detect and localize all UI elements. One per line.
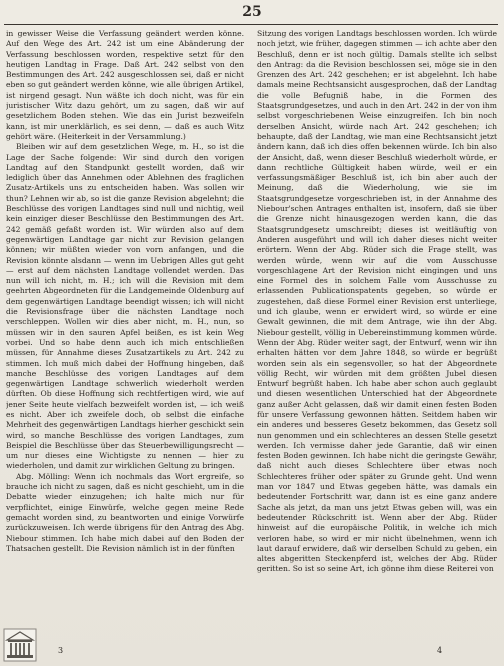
footer-page-number-left: 3 [58, 646, 64, 655]
building-icon [3, 628, 37, 662]
right-column [257, 29, 497, 627]
left-paragraph-1: in gewisser Weise die Verfassung geändert werden könne. Auf den Wege des Art. 242 ist um eine Abänderung der Verfassung beschlossen worden, respektive setzt für den heutigen Landtag in Frage. Daß Art. 242 selbst von den Bestimmungen des Art. 242 ausgeschlossen sei, daß er nicht eben so gut geändert werden könne, wie alle übrigen Artikel, ist nirgend gesagt. Nun wäßte ich doch nicht, was für ein juristischer Witz dazu gehört, um zu sagen, daß wir auf gesetzlichem Boden stehen. Wie das ein Jurist bezweifeln kann, ist mir unerklärlich, es sei denn, — daß es auch Witz gehört wäre. (Heiterkeit in der Versammlung.) [6, 29, 244, 141]
right-paragraph-1: Sitzung des vorigen Landtags beschlossen worden. Ich würde noch jetzt, wie früher, dagegen stimmen — ich achte aber den Beschluß, denn er ist noch gültig. Damals stellte ich selbst den Antrag: da die Revision beschlossen sei, möge sie in den Grenzen des Art. 242 geschehen; er ist abgelehnt. Ich habe damals meine Rechtsansicht ausgesprochen, daß der Landtag die volle Befugniß habe, in die Formen des Staatsgrundgesetzes, und auch in den Art. 242 in der von ihm selbst vorgeschriebenen Weise einzugreifen. Ich bin noch derselben Ansicht, würde nach Art. 242 geschehen; ich behaupte, daß der Landtag, wie man eine Rechtsansicht jetzt ändern kann, daß ich dies offen bekennen würde. Ich bin also der Ansicht, daß, wenn dieser Beschluß wiederholt würde, er dann rechtliche Gültigkeit haben würde, weil er ein verfassungsmäßiger Beschluß ist, ich bin aber auch der Meinung, daß die Wiederholung, wie sie im Staatsgrundgesetze vorgeschrieben ist, in der Annahme des Niebour'schen Antrages enthalten ist, insofern, daß sie über die Grenze nicht hinausgezogen werden kann, die das Staatsgrundgesetz umschreibt; dieses ist weitläuftig von Anderen ausgeführt und will ich daher dieses nicht weiter erörtern. Wenn der Abg. Rüder sich die Frage stellt, was werden würde, wenn wir auf die vom Ausschusse vorgeschlagene Art der Revision nicht eingingen und uns eine Formel des in solchem Falle vom Ausschusse zu erlassenden Publicationspatents gegeben, so würde er zugestehen, daß diese Formel einer Revision erst unterliege, und ich glaube, wenn er erwidert wird, so würde er eine Gewalt gewinnen, die mit dem Antrage, wie ihn der Abg. Niebour gestellt, völlig in Uebereinstimmung kommen würde. Wenn der Abg. Rüder weiter sagt, der Entwurf, wenn wir ihn erhalten hätten vor dem Jahre 1848, so würde er begrüßt worden sein als ein segensvoller, so hat der Abgeordnete völlig Recht, wir würden mit dem größten Jubel diesen Entwurf begrüßt haben. Ich habe aber schon auch geglaubt und diesen wesentlichen Unterschied hat der Abgeordnete ganz außer Acht gelassen, daß wir damit einen festen Boden für unsere Verfassung gewonnen hätten. Seitdem haben wir ein anderes und besseres Gesetz bekommen, das Gesetz soll nun genommen und ein schlechteres an dessen Stelle gesetzt werden. Ich vermisse daher jede Garantie, daß wir einen festen Boden gewinnen. Ich habe nicht die geringste Gewähr, daß nicht auch dieses Schlechtere über etwas noch Schlechteres früher oder später zu Grunde geht. Und wenn man vor 1847 und Etwas gegeben hätte, was damals ein bedeutender Fortschritt war, dann ist es eine ganz andere Sache als jetzt, da man uns jetzt Etwas geben will, was ein bedeutender Rückschritt ist. Wenn aber der Abg. Rüder hinweist auf die europäische Politik, in welche ich mich verloren habe, so wird er mir nicht übelnehmen, wenn ich laut darauf erwidere, daß wir derselben Schuld zu geben, ein altes abgeritten Steckenpferd ist, welches der Abg. Rüder geritten. So ist so seine Art, ich gönne ihm diese Reiterei von [257, 29, 497, 574]
page-number: 25 [242, 4, 262, 20]
header-rule [4, 24, 498, 25]
left-column [6, 29, 244, 627]
left-paragraph-3: Abg. Mölling: Wenn ich nochmals das Wort ergreife, so brauche ich nicht zu sagen, daß es nicht geschieht, um in die Debatte wieder einzugehen; ich halte mich nur für verpflichtet, einige Einwürfe, welche gegen meine Rede gemacht worden sind, zu beantworten und einige Vorwürfe zurückzuweisen. Ich werde übrigens für den Antrag des Abg. Niebour stimmen. Ich habe mich dabei auf den Boden der Thatsachen gestellt. Die Revision nämlich ist in der fünften [6, 471, 244, 553]
left-paragraph-2: Bleiben wir auf dem gesetzlichen Wege, m. H., so ist die Lage der Sache folgende: Wir sind durch den vorigen Landtag auf den Standpunkt gestellt worden, daß wir lediglich über das Annehmen oder Ablehnen des fraglichen Zusatz-Artikels uns zu entscheiden haben. Was sollen wir thun? Lehnen wir ab, so ist die ganze Revision abgelehnt; die Beschlüsse des vorigen Landtages sind null und nichtig, weil kein einziger dieser Beschlüsse den Bestimmungen des Art. 242 gemäß gefaßt worden ist. Wir würden also auf dem gegenwärtigen Landtage gar nicht zur Revision gelangen können; wir müßten wieder von vorn anfangen, und die Revision könnte alsdann — wenn im Uebrigen Alles gut geht — erst auf dem nächsten Landtage vollendet werden. Das nun will ich nicht, m. H.; ich will die Revision mit dem geehrten Abgeordneten für die Landgemeinde Oldenburg auf dem gegenwärtigen Landtage beendigt wissen; ich will nicht die Revisionsfrage über die nächsten Landtage noch verschleppen. Wollen wir dies aber nicht, m. H., nun, so müssen wir in den sauren Apfel beißen, es ist kein Weg vorbei. Und so habe denn auch ich mich entschließen müssen, für Annahme dieses Zusatzartikels zu Art. 242 zu stimmen. Ich muß mich dabei der Hoffnung hingeben, daß manche Beschlüsse des vorigen Landtages auf dem gegenwärtigen Landtage schwerlich wiederholt werden dürften. Ob diese Hoffnung sich rechtfertigen wird, wie auf jener Seite heute vielfach bezweifelt worden ist, — ich weiß es nicht. Aber ich zweifele doch, ob selbst die einfache Mehrheit des gegenwärtigen Landtags hierher geschickt sein wird, so manche Beschlüsse des vorigen Landtages, zum Beispiel die Beschlüsse über das Steuerbewilligungsrecht — um nur dieses eine Wichtigste zu nennen — hier zu wiederholen, und damit zur wirklichen Geltung zu bringen. [6, 142, 244, 471]
footer-page-number-right: 4 [437, 646, 443, 655]
